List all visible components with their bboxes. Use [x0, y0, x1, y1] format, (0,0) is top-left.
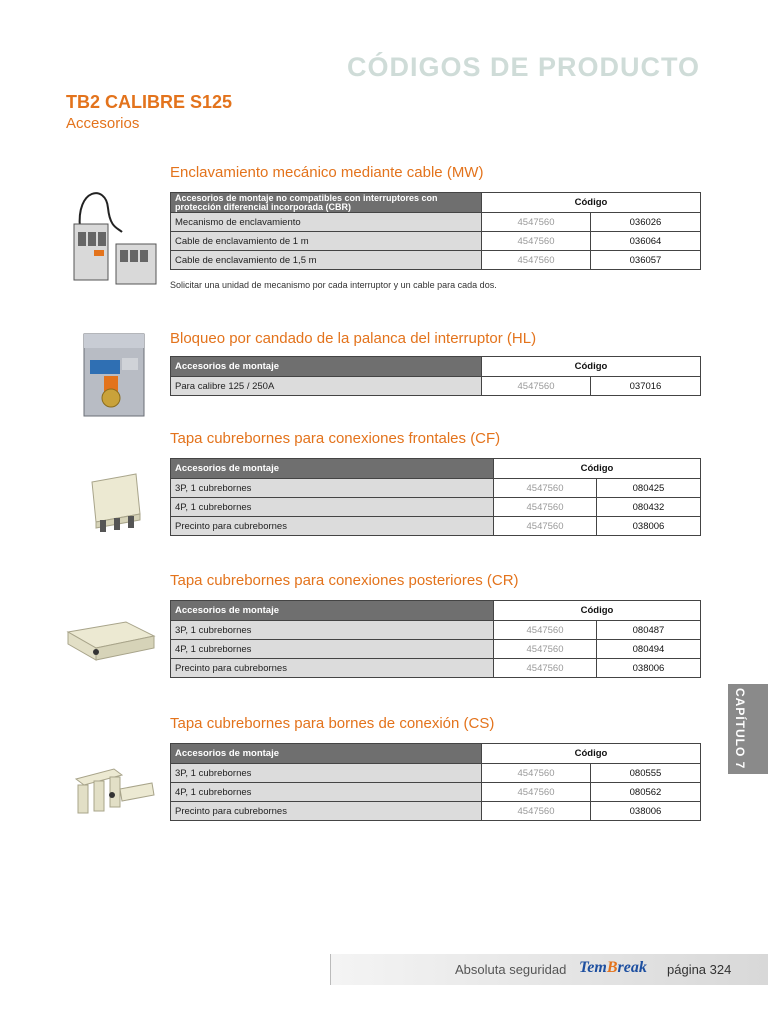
row-reference: 4547560 — [482, 802, 591, 821]
header-code: Código — [482, 744, 701, 764]
row-reference: 4547560 — [494, 640, 597, 659]
footer-slogan: Absoluta seguridad — [455, 962, 567, 977]
page-footer — [330, 954, 768, 985]
row-description: 3P, 1 cubrebornes — [171, 764, 482, 783]
row-reference: 4547560 — [494, 479, 597, 498]
section-mw — [66, 160, 700, 300]
header-accessories: Accesorios de montaje — [171, 357, 482, 377]
row-code: 036064 — [591, 232, 701, 251]
interlock-cable-illustration — [66, 188, 162, 288]
table-row — [171, 213, 701, 232]
header-accessories: Accesorios de montaje no compatibles con interruptores con protección diferencial incorporada (CBR) — [171, 193, 482, 213]
row-reference: 4547560 — [494, 517, 597, 536]
table-row — [171, 640, 701, 659]
brand-logo-part: B — [606, 959, 618, 976]
row-description: Para calibre 125 / 250A — [171, 377, 482, 396]
row-reference: 4547560 — [482, 251, 591, 270]
row-reference: 4547560 — [494, 659, 597, 678]
row-code: 080494 — [597, 640, 701, 659]
row-description: Precinto para cubrebornes — [171, 659, 494, 678]
row-description: 3P, 1 cubrebornes — [171, 479, 494, 498]
table-header-row — [171, 357, 701, 377]
terminal-connector-cover-illustration — [66, 759, 162, 849]
row-code: 038006 — [597, 517, 701, 536]
row-description: 4P, 1 cubrebornes — [171, 498, 494, 517]
row-code: 080425 — [597, 479, 701, 498]
table-row — [171, 517, 701, 536]
brand-logo-part: reak — [617, 959, 647, 976]
row-reference: 4547560 — [482, 764, 591, 783]
row-reference: 4547560 — [482, 232, 591, 251]
section-heading: Tapa cubrebornes para conexiones posteriores (CR) — [170, 572, 519, 589]
section-heading: Tapa cubrebornes para bornes de conexión (CS) — [170, 715, 495, 732]
padlock-breaker-illustration — [66, 330, 162, 420]
row-code: 036026 — [591, 213, 701, 232]
row-reference: 4547560 — [482, 783, 591, 802]
row-reference: 4547560 — [482, 377, 591, 396]
header-accessories: Accesorios de montaje — [171, 601, 494, 621]
order-note: Solicitar una unidad de mecanismo por cada interruptor y un cable para cada dos. — [170, 280, 497, 290]
section-cs — [66, 711, 700, 831]
table-row — [171, 621, 701, 640]
page-number: página 324 — [667, 962, 732, 977]
series-title: TB2 CALIBRE S125 — [66, 92, 233, 112]
table-header-row — [171, 193, 701, 213]
row-description: Cable de enclavamiento de 1,5 m — [171, 251, 482, 270]
chapter-label: CAPÍTULO 7 — [733, 688, 747, 770]
brand-logo-part: Tem — [579, 959, 607, 976]
chapter-tab — [728, 684, 768, 774]
table-row — [171, 377, 701, 396]
row-code: 080562 — [591, 783, 701, 802]
table-header-row — [171, 601, 701, 621]
row-code: 080555 — [591, 764, 701, 783]
header-code: Código — [494, 459, 701, 479]
row-code: 080487 — [597, 621, 701, 640]
row-reference: 4547560 — [494, 621, 597, 640]
header-code: Código — [494, 601, 701, 621]
table-header-row — [171, 744, 701, 764]
section-cr — [66, 568, 700, 688]
table-row — [171, 783, 701, 802]
product-table — [170, 600, 701, 678]
row-description: 4P, 1 cubrebornes — [171, 783, 482, 802]
row-description: 4P, 1 cubrebornes — [171, 640, 494, 659]
rear-terminal-cover-illustration — [66, 608, 162, 698]
row-code: 038006 — [597, 659, 701, 678]
row-description: Cable de enclavamiento de 1 m — [171, 232, 482, 251]
front-terminal-cover-illustration — [66, 462, 162, 552]
header-code: Código — [482, 193, 701, 213]
page-title: CÓDIGOS DE PRODUCTO — [346, 52, 700, 82]
table-row — [171, 802, 701, 821]
header-accessories: Accesorios de montaje — [171, 459, 494, 479]
header-accessories: Accesorios de montaje — [171, 744, 482, 764]
product-table — [170, 458, 701, 536]
table-row — [171, 498, 701, 517]
table-row — [171, 764, 701, 783]
row-reference: 4547560 — [494, 498, 597, 517]
brand-logo — [579, 959, 647, 977]
row-code: 080432 — [597, 498, 701, 517]
row-reference: 4547560 — [482, 213, 591, 232]
section-cf — [66, 426, 700, 546]
row-description: Mecanismo de enclavamiento — [171, 213, 482, 232]
header-code: Código — [482, 357, 701, 377]
table-header-row — [171, 459, 701, 479]
section-heading: Tapa cubrebornes para conexiones frontales (CF) — [170, 430, 501, 447]
table-row — [171, 232, 701, 251]
table-row — [171, 659, 701, 678]
section-hl — [66, 326, 700, 416]
row-code: 038006 — [591, 802, 701, 821]
row-code: 036057 — [591, 251, 701, 270]
section-heading: Enclavamiento mecánico mediante cable (MW) — [170, 164, 484, 181]
subtitle: Accesorios — [66, 115, 140, 132]
section-heading: Bloqueo por candado de la palanca del interruptor (HL) — [170, 330, 537, 347]
row-description: 3P, 1 cubrebornes — [171, 621, 494, 640]
table-row — [171, 479, 701, 498]
row-description: Precinto para cubrebornes — [171, 802, 482, 821]
row-code: 037016 — [591, 377, 701, 396]
table-row — [171, 251, 701, 270]
product-table — [170, 743, 701, 821]
product-table — [170, 192, 701, 270]
row-description: Precinto para cubrebornes — [171, 517, 494, 536]
product-table — [170, 356, 701, 396]
